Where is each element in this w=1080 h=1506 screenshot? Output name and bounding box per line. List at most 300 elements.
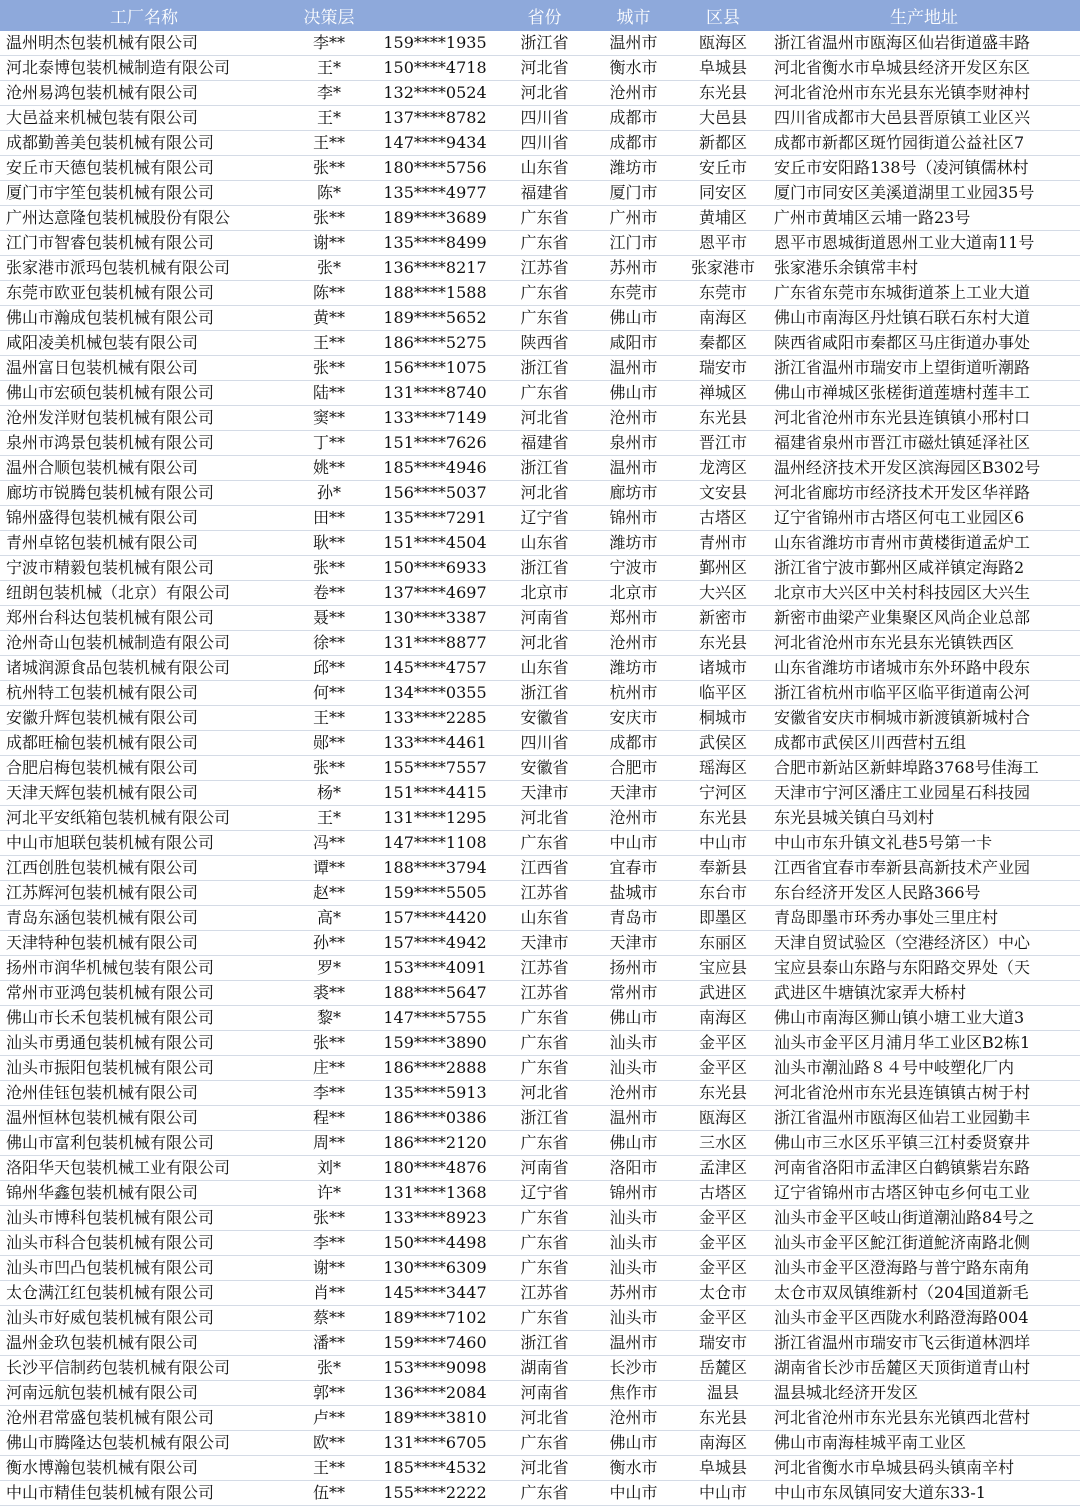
decision-maker-cell: 卢** (288, 1406, 370, 1431)
city-cell: 中山市 (589, 1481, 678, 1506)
decision-maker-cell: 潘** (288, 1331, 370, 1356)
address-cell: 湖南省长沙市岳麓区天顶街道青山村 (768, 1356, 1080, 1381)
factory-name-cell: 佛山市富利包装机械有限公司 (0, 1131, 288, 1156)
decision-maker-cell: 罗* (288, 956, 370, 981)
factory-name-cell: 佛山市瀚成包装机械有限公司 (0, 306, 288, 331)
city-cell: 沧州市 (589, 806, 678, 831)
province-cell: 四川省 (500, 106, 589, 131)
decision-maker-cell: 卷** (288, 581, 370, 606)
province-cell: 四川省 (500, 731, 589, 756)
factory-name-cell: 广州达意隆包装机械股份有限公 (0, 206, 288, 231)
decision-maker-cell: 王** (288, 1456, 370, 1481)
phone-cell: 137****4697 (370, 581, 500, 606)
address-cell: 河北省衡水市阜城县码头镇南辛村 (768, 1456, 1080, 1481)
factory-name-cell: 合肥启梅包装机械有限公司 (0, 756, 288, 781)
factory-name-cell: 沧州奇山包装机械制造有限公司 (0, 631, 288, 656)
city-cell: 广州市 (589, 206, 678, 231)
district-cell: 东台市 (678, 881, 768, 906)
address-cell: 辽宁省锦州市古塔区钟屯乡何屯工业 (768, 1181, 1080, 1206)
phone-cell: 153****9098 (370, 1356, 500, 1381)
phone-cell: 159****7460 (370, 1331, 500, 1356)
table-row (0, 381, 1080, 406)
factory-name-cell: 汕头市振阳包装机械有限公司 (0, 1056, 288, 1081)
province-cell: 河北省 (500, 406, 589, 431)
province-cell: 江苏省 (500, 256, 589, 281)
district-cell: 恩平市 (678, 231, 768, 256)
district-cell: 青州市 (678, 531, 768, 556)
district-cell: 南海区 (678, 1431, 768, 1456)
city-cell: 沧州市 (589, 406, 678, 431)
district-cell: 东光县 (678, 806, 768, 831)
decision-maker-cell: 张* (288, 1356, 370, 1381)
address-cell: 汕头市金平区鮀江街道鮀济南路北侧 (768, 1231, 1080, 1256)
decision-maker-cell: 郧** (288, 731, 370, 756)
province-cell: 安徽省 (500, 706, 589, 731)
phone-cell: 130****6309 (370, 1256, 500, 1281)
table-row (0, 731, 1080, 756)
city-cell: 潍坊市 (589, 156, 678, 181)
phone-cell: 151****4504 (370, 531, 500, 556)
city-cell: 常州市 (589, 981, 678, 1006)
province-cell: 浙江省 (500, 356, 589, 381)
district-cell: 东莞市 (678, 281, 768, 306)
address-cell: 中山市东凤镇同安大道东33-1 (768, 1481, 1080, 1506)
header-factory-name: 工厂名称 (0, 0, 288, 31)
province-cell: 广东省 (500, 1306, 589, 1331)
address-cell: 河北省沧州市东光县东光镇铁西区 (768, 631, 1080, 656)
phone-cell: 150****4498 (370, 1231, 500, 1256)
city-cell: 佛山市 (589, 306, 678, 331)
factory-name-cell: 河南远航包装机械有限公司 (0, 1381, 288, 1406)
phone-cell: 131****1295 (370, 806, 500, 831)
province-cell: 浙江省 (500, 1106, 589, 1131)
header-phone (370, 0, 500, 31)
decision-maker-cell: 李** (288, 1081, 370, 1106)
province-cell: 浙江省 (500, 31, 589, 56)
address-cell: 天津自贸试验区（空港经济区）中心 (768, 931, 1080, 956)
table-row (0, 1206, 1080, 1231)
province-cell: 河南省 (500, 1381, 589, 1406)
factory-name-cell: 汕头市凹凸包装机械有限公司 (0, 1256, 288, 1281)
phone-cell: 131****8740 (370, 381, 500, 406)
address-cell: 汕头市金平区月浦月华工业区B2栋1 (768, 1031, 1080, 1056)
province-cell: 江苏省 (500, 881, 589, 906)
table-row (0, 1431, 1080, 1456)
address-cell: 汕头市潮汕路８４号中岐塑化厂内 (768, 1056, 1080, 1081)
district-cell: 龙湾区 (678, 456, 768, 481)
table-row (0, 231, 1080, 256)
province-cell: 山东省 (500, 906, 589, 931)
factory-name-cell: 中山市旭联包装机械有限公司 (0, 831, 288, 856)
district-cell: 金平区 (678, 1206, 768, 1231)
province-cell: 山东省 (500, 156, 589, 181)
address-cell: 中山市东升镇文礼巷5号第一卡 (768, 831, 1080, 856)
city-cell: 宜春市 (589, 856, 678, 881)
table-header (0, 0, 1080, 31)
decision-maker-cell: 冯** (288, 831, 370, 856)
phone-cell: 185****4532 (370, 1456, 500, 1481)
district-cell: 古塔区 (678, 506, 768, 531)
factory-name-cell: 成都勤善美包装机械有限公司 (0, 131, 288, 156)
decision-maker-cell: 程** (288, 1106, 370, 1131)
factory-name-cell: 郑州台科达包装机械有限公司 (0, 606, 288, 631)
factory-name-cell: 洛阳华天包装机械工业有限公司 (0, 1156, 288, 1181)
factory-name-cell: 太仓满江红包装机械有限公司 (0, 1281, 288, 1306)
district-cell: 金平区 (678, 1231, 768, 1256)
district-cell: 瑶海区 (678, 756, 768, 781)
phone-cell: 133****8923 (370, 1206, 500, 1231)
address-cell: 浙江省温州市瑞安市飞云街道林泗垟 (768, 1331, 1080, 1356)
header-province: 省份 (500, 0, 589, 31)
decision-maker-cell: 李* (288, 81, 370, 106)
address-cell: 汕头市金平区澄海路与普宁路东南角 (768, 1256, 1080, 1281)
city-cell: 安庆市 (589, 706, 678, 731)
phone-cell: 159****5505 (370, 881, 500, 906)
city-cell: 汕头市 (589, 1256, 678, 1281)
decision-maker-cell: 欧** (288, 1431, 370, 1456)
phone-cell: 135****5913 (370, 1081, 500, 1106)
factory-name-cell: 天津天辉包装机械有限公司 (0, 781, 288, 806)
decision-maker-cell: 庄** (288, 1056, 370, 1081)
city-cell: 成都市 (589, 131, 678, 156)
address-cell: 福建省泉州市晋江市磁灶镇延泽社区 (768, 431, 1080, 456)
decision-maker-cell: 邱** (288, 656, 370, 681)
factory-name-cell: 青岛东涵包装机械有限公司 (0, 906, 288, 931)
address-cell: 佛山市南海桂城平南工业区 (768, 1431, 1080, 1456)
header-decision-maker: 决策层 (288, 0, 370, 31)
city-cell: 天津市 (589, 781, 678, 806)
city-cell: 盐城市 (589, 881, 678, 906)
decision-maker-cell: 张** (288, 1031, 370, 1056)
table-row (0, 831, 1080, 856)
phone-cell: 147****1108 (370, 831, 500, 856)
province-cell: 江苏省 (500, 1281, 589, 1306)
city-cell: 佛山市 (589, 1131, 678, 1156)
factory-name-cell: 沧州佳钰包装机械有限公司 (0, 1081, 288, 1106)
province-cell: 河北省 (500, 81, 589, 106)
city-cell: 汕头市 (589, 1056, 678, 1081)
province-cell: 广东省 (500, 1431, 589, 1456)
table-row (0, 31, 1080, 56)
table-row (0, 706, 1080, 731)
address-cell: 河北省廊坊市经济技术开发区华祥路 (768, 481, 1080, 506)
table-row (0, 81, 1080, 106)
address-cell: 佛山市南海区狮山镇小塘工业大道3 (768, 1006, 1080, 1031)
factory-name-cell: 江门市智睿包装机械有限公司 (0, 231, 288, 256)
address-cell: 河北省沧州市东光县连镇镇小邢村口 (768, 406, 1080, 431)
table-row (0, 1306, 1080, 1331)
city-cell: 温州市 (589, 31, 678, 56)
address-cell: 山东省潍坊市青州市黄楼街道孟炉工 (768, 531, 1080, 556)
decision-maker-cell: 田** (288, 506, 370, 531)
table-row (0, 806, 1080, 831)
factory-name-cell: 锦州盛得包装机械有限公司 (0, 506, 288, 531)
city-cell: 东莞市 (589, 281, 678, 306)
address-cell: 宝应县泰山东路与东阳路交界处（天 (768, 956, 1080, 981)
province-cell: 广东省 (500, 831, 589, 856)
decision-maker-cell: 丁** (288, 431, 370, 456)
decision-maker-cell: 郭** (288, 1381, 370, 1406)
decision-maker-cell: 张** (288, 556, 370, 581)
phone-cell: 186****0386 (370, 1106, 500, 1131)
table-row (0, 681, 1080, 706)
decision-maker-cell: 张** (288, 356, 370, 381)
phone-cell: 133****7149 (370, 406, 500, 431)
phone-cell: 189****3810 (370, 1406, 500, 1431)
phone-cell: 180****4876 (370, 1156, 500, 1181)
decision-maker-cell: 蔡** (288, 1306, 370, 1331)
table-row (0, 1006, 1080, 1031)
city-cell: 合肥市 (589, 756, 678, 781)
decision-maker-cell: 陈** (288, 281, 370, 306)
phone-cell: 150****4718 (370, 56, 500, 81)
factory-name-cell: 温州明杰包装机械有限公司 (0, 31, 288, 56)
phone-cell: 136****2084 (370, 1381, 500, 1406)
factory-name-cell: 泉州市鸿景包装机械有限公司 (0, 431, 288, 456)
province-cell: 广东省 (500, 306, 589, 331)
city-cell: 衡水市 (589, 56, 678, 81)
district-cell: 中山市 (678, 831, 768, 856)
table-row (0, 1231, 1080, 1256)
phone-cell: 131****6705 (370, 1431, 500, 1456)
district-cell: 金平区 (678, 1056, 768, 1081)
phone-cell: 131****8877 (370, 631, 500, 656)
province-cell: 浙江省 (500, 556, 589, 581)
decision-maker-cell: 李** (288, 31, 370, 56)
decision-maker-cell: 王* (288, 56, 370, 81)
district-cell: 黄埔区 (678, 206, 768, 231)
factory-name-cell: 中山市精佳包装机械有限公司 (0, 1481, 288, 1506)
table-row (0, 356, 1080, 381)
city-cell: 潍坊市 (589, 656, 678, 681)
table-row (0, 1481, 1080, 1506)
decision-maker-cell: 窦** (288, 406, 370, 431)
table-row (0, 1131, 1080, 1156)
district-cell: 阜城县 (678, 1456, 768, 1481)
phone-cell: 135****4977 (370, 181, 500, 206)
address-cell: 北京市大兴区中关村科技园区大兴生 (768, 581, 1080, 606)
table-row (0, 981, 1080, 1006)
province-cell: 江西省 (500, 856, 589, 881)
phone-cell: 189****5652 (370, 306, 500, 331)
city-cell: 汕头市 (589, 1206, 678, 1231)
factory-name-cell: 汕头市科合包装机械有限公司 (0, 1231, 288, 1256)
phone-cell: 155****7557 (370, 756, 500, 781)
address-cell: 浙江省杭州市临平区临平街道南公河 (768, 681, 1080, 706)
phone-cell: 153****4091 (370, 956, 500, 981)
province-cell: 辽宁省 (500, 506, 589, 531)
table-row (0, 481, 1080, 506)
district-cell: 东光县 (678, 631, 768, 656)
address-cell: 温州经济技术开发区滨海园区B302号 (768, 456, 1080, 481)
city-cell: 杭州市 (589, 681, 678, 706)
table-row (0, 1281, 1080, 1306)
table-row (0, 1106, 1080, 1131)
table-row (0, 581, 1080, 606)
address-cell: 广东省东莞市东城街道茶上工业大道 (768, 281, 1080, 306)
address-cell: 合肥市新站区新蚌埠路3768号佳海工 (768, 756, 1080, 781)
city-cell: 汕头市 (589, 1306, 678, 1331)
district-cell: 张家港市 (678, 256, 768, 281)
province-cell: 广东省 (500, 1031, 589, 1056)
factory-name-cell: 江苏辉河包装机械有限公司 (0, 881, 288, 906)
table-row (0, 956, 1080, 981)
phone-cell: 145****4757 (370, 656, 500, 681)
decision-maker-cell: 徐** (288, 631, 370, 656)
district-cell: 东光县 (678, 1081, 768, 1106)
district-cell: 武侯区 (678, 731, 768, 756)
district-cell: 东丽区 (678, 931, 768, 956)
address-cell: 浙江省宁波市鄞州区咸祥镇定海路2 (768, 556, 1080, 581)
address-cell: 安徽省安庆市桐城市新渡镇新城村合 (768, 706, 1080, 731)
table-row (0, 781, 1080, 806)
phone-cell: 133****2285 (370, 706, 500, 731)
decision-maker-cell: 孙** (288, 931, 370, 956)
district-cell: 瓯海区 (678, 31, 768, 56)
district-cell: 晋江市 (678, 431, 768, 456)
district-cell: 即墨区 (678, 906, 768, 931)
address-cell: 浙江省温州市瓯海区仙岩街道盛丰路 (768, 31, 1080, 56)
table-row (0, 306, 1080, 331)
province-cell: 广东省 (500, 1481, 589, 1506)
district-cell: 大兴区 (678, 581, 768, 606)
city-cell: 潍坊市 (589, 531, 678, 556)
factory-name-cell: 温州富日包装机械有限公司 (0, 356, 288, 381)
address-cell: 汕头市金平区西陇水利路澄海路004 (768, 1306, 1080, 1331)
factory-name-cell: 河北平安纸箱包装机械有限公司 (0, 806, 288, 831)
address-cell: 张家港乐余镇常丰村 (768, 256, 1080, 281)
district-cell: 同安区 (678, 181, 768, 206)
table-row (0, 1456, 1080, 1481)
phone-cell: 188****3794 (370, 856, 500, 881)
table-row (0, 181, 1080, 206)
factory-name-cell: 安丘市天德包装机械有限公司 (0, 156, 288, 181)
factory-name-cell: 温州合顺包装机械有限公司 (0, 456, 288, 481)
city-cell: 宁波市 (589, 556, 678, 581)
table-row (0, 931, 1080, 956)
table-row (0, 1331, 1080, 1356)
address-cell: 山东省潍坊市诸城市东外环路中段东 (768, 656, 1080, 681)
phone-cell: 185****4946 (370, 456, 500, 481)
city-cell: 洛阳市 (589, 1156, 678, 1181)
phone-cell: 186****2120 (370, 1131, 500, 1156)
city-cell: 长沙市 (589, 1356, 678, 1381)
factory-name-cell: 沧州易鸿包装机械有限公司 (0, 81, 288, 106)
table-row (0, 1256, 1080, 1281)
table-row (0, 631, 1080, 656)
address-cell: 河北省衡水市阜城县经济开发区东区 (768, 56, 1080, 81)
address-cell: 青岛即墨市环秀办事处三里庄村 (768, 906, 1080, 931)
table-row (0, 656, 1080, 681)
province-cell: 湖南省 (500, 1356, 589, 1381)
city-cell: 锦州市 (589, 506, 678, 531)
province-cell: 陕西省 (500, 331, 589, 356)
address-cell: 汕头市金平区岐山街道潮汕路84号之 (768, 1206, 1080, 1231)
table-row (0, 756, 1080, 781)
district-cell: 中山市 (678, 1481, 768, 1506)
province-cell: 河南省 (500, 606, 589, 631)
decision-maker-cell: 何** (288, 681, 370, 706)
table-row (0, 156, 1080, 181)
factory-name-cell: 纽朗包装机械（北京）有限公司 (0, 581, 288, 606)
district-cell: 三水区 (678, 1131, 768, 1156)
table-row (0, 131, 1080, 156)
phone-cell: 136****8217 (370, 256, 500, 281)
phone-cell: 156****1075 (370, 356, 500, 381)
address-cell: 河北省沧州市东光县连镇镇古树于村 (768, 1081, 1080, 1106)
address-cell: 厦门市同安区美溪道湖里工业园35号 (768, 181, 1080, 206)
city-cell: 沧州市 (589, 1081, 678, 1106)
decision-maker-cell: 张** (288, 156, 370, 181)
decision-maker-cell: 王** (288, 131, 370, 156)
address-cell: 江西省宜春市奉新县高新技术产业园 (768, 856, 1080, 881)
factory-name-cell: 天津特种包装机械有限公司 (0, 931, 288, 956)
province-cell: 河北省 (500, 1406, 589, 1431)
address-cell: 河南省洛阳市孟津区白鹤镇紫岩东路 (768, 1156, 1080, 1181)
city-cell: 温州市 (589, 456, 678, 481)
province-cell: 福建省 (500, 431, 589, 456)
district-cell: 岳麓区 (678, 1356, 768, 1381)
factory-name-cell: 厦门市宇笙包装机械有限公司 (0, 181, 288, 206)
decision-maker-cell: 周** (288, 1131, 370, 1156)
decision-maker-cell: 高* (288, 906, 370, 931)
decision-maker-cell: 孙* (288, 481, 370, 506)
address-cell: 浙江省温州市瑞安市上望街道听潮路 (768, 356, 1080, 381)
district-cell: 临平区 (678, 681, 768, 706)
city-cell: 沧州市 (589, 1406, 678, 1431)
city-cell: 青岛市 (589, 906, 678, 931)
province-cell: 广东省 (500, 281, 589, 306)
decision-maker-cell: 谢** (288, 1256, 370, 1281)
province-cell: 江苏省 (500, 956, 589, 981)
city-cell: 天津市 (589, 931, 678, 956)
phone-cell: 157****4942 (370, 931, 500, 956)
phone-cell: 145****3447 (370, 1281, 500, 1306)
district-cell: 瑞安市 (678, 356, 768, 381)
factory-name-cell: 东莞市欧亚包装机械有限公司 (0, 281, 288, 306)
province-cell: 江苏省 (500, 981, 589, 1006)
decision-maker-cell: 李** (288, 1231, 370, 1256)
table-row (0, 206, 1080, 231)
phone-cell: 137****8782 (370, 106, 500, 131)
decision-maker-cell: 谢** (288, 231, 370, 256)
province-cell: 河北省 (500, 56, 589, 81)
factory-name-cell: 廊坊市锐腾包装机械有限公司 (0, 481, 288, 506)
factory-name-cell: 沧州君常盛包装机械有限公司 (0, 1406, 288, 1431)
header-address: 生产地址 (768, 0, 1080, 31)
phone-cell: 156****5037 (370, 481, 500, 506)
province-cell: 河北省 (500, 1456, 589, 1481)
province-cell: 四川省 (500, 131, 589, 156)
city-cell: 泉州市 (589, 431, 678, 456)
decision-maker-cell: 张** (288, 756, 370, 781)
table-row (0, 1406, 1080, 1431)
phone-cell: 186****5275 (370, 331, 500, 356)
address-cell: 佛山市南海区丹灶镇石联石东村大道 (768, 306, 1080, 331)
city-cell: 扬州市 (589, 956, 678, 981)
phone-cell: 131****1368 (370, 1181, 500, 1206)
factory-name-cell: 汕头市博科包装机械有限公司 (0, 1206, 288, 1231)
table-row (0, 1031, 1080, 1056)
province-cell: 广东省 (500, 231, 589, 256)
table-row (0, 1156, 1080, 1181)
decision-maker-cell: 肖** (288, 1281, 370, 1306)
phone-cell: 151****7626 (370, 431, 500, 456)
decision-maker-cell: 伍** (288, 1481, 370, 1506)
district-cell: 太仓市 (678, 1281, 768, 1306)
decision-maker-cell: 王* (288, 806, 370, 831)
phone-cell: 159****3890 (370, 1031, 500, 1056)
